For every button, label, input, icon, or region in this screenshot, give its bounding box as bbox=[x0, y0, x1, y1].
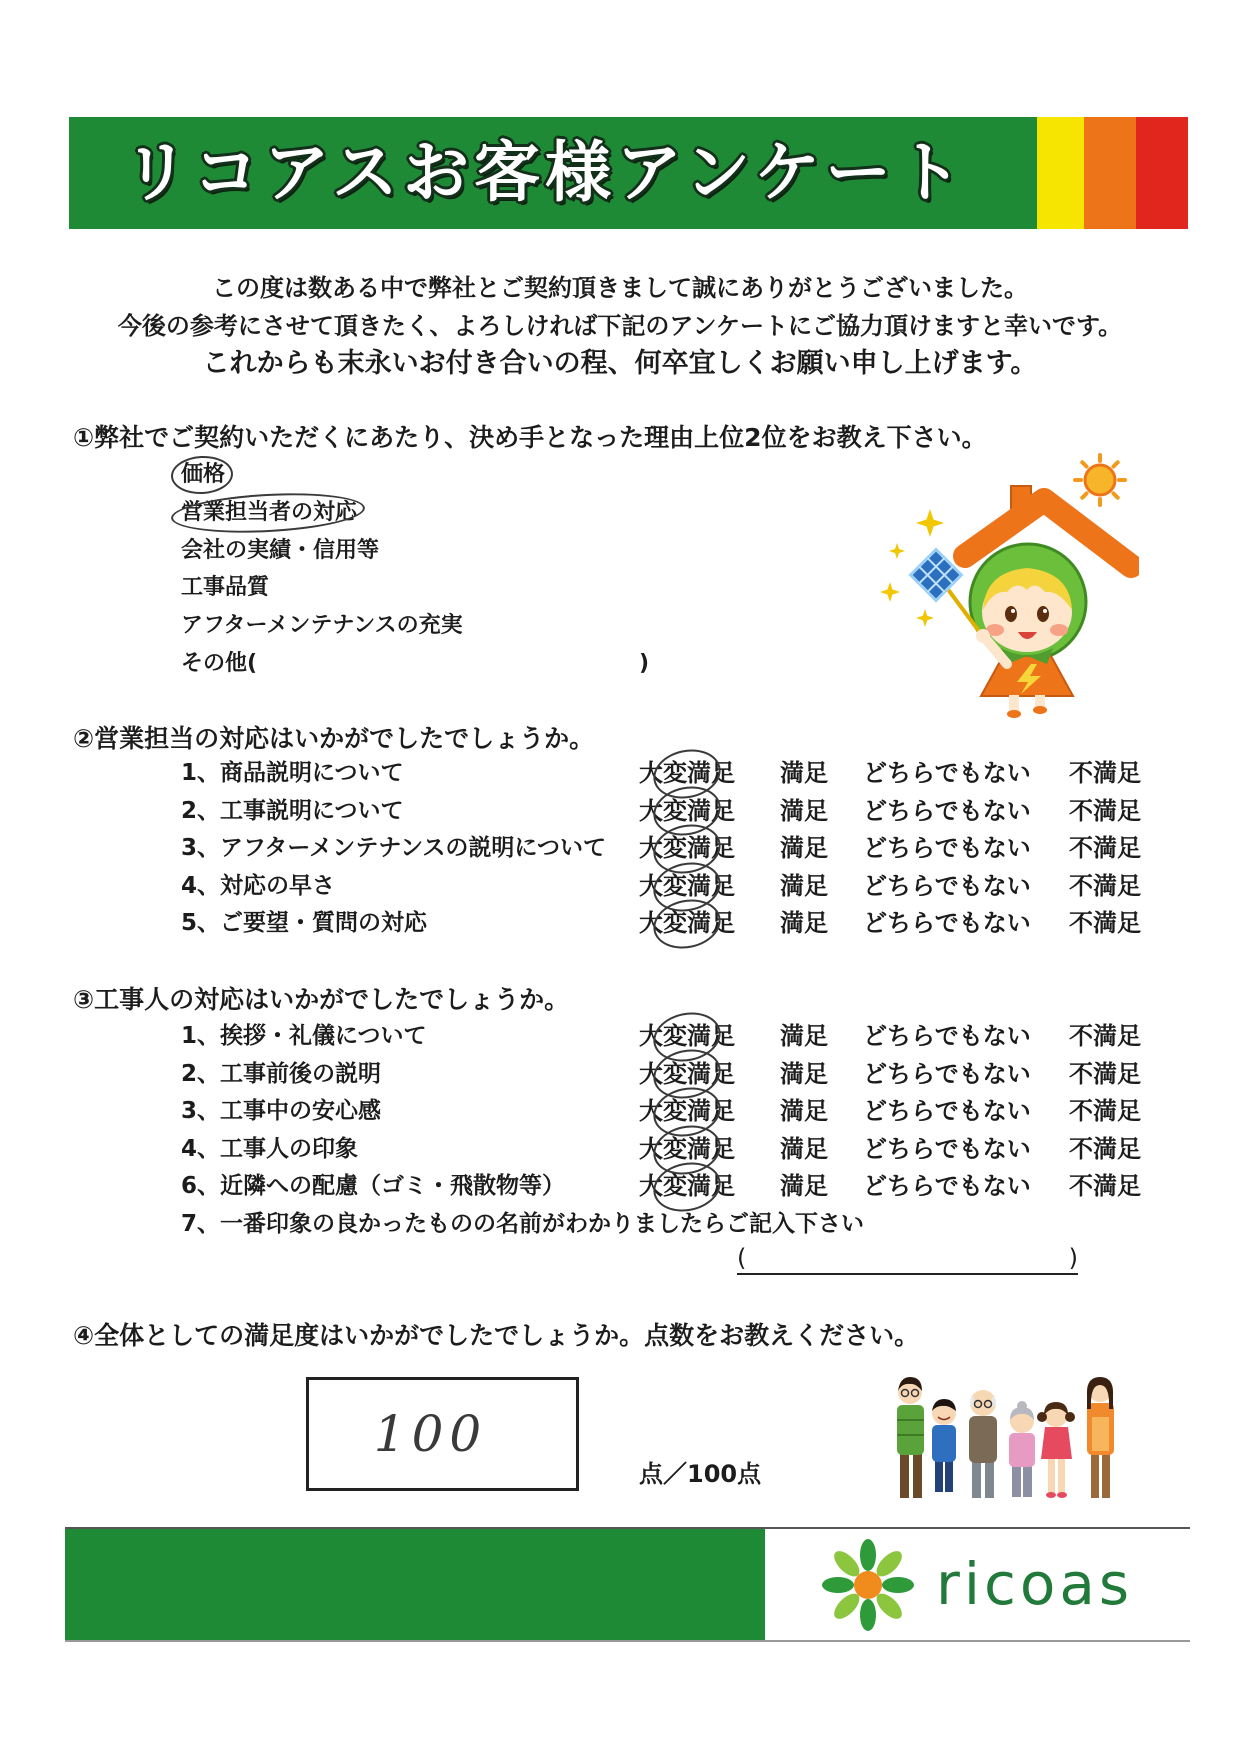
rating-dissatisfied: 不満足 bbox=[1069, 1172, 1141, 1201]
ricoas-logo-text: ricoas bbox=[936, 1550, 1134, 1618]
rating-dissatisfied: 不満足 bbox=[1069, 796, 1141, 825]
handwritten-score: 100 bbox=[373, 1405, 488, 1463]
mascot-illustration bbox=[877, 452, 1139, 720]
girl-figure bbox=[1037, 1402, 1075, 1498]
rating-dissatisfied: 不満足 bbox=[1069, 1134, 1141, 1163]
reason-option bbox=[181, 645, 881, 683]
header-red-stripe bbox=[1136, 117, 1188, 229]
question-row bbox=[0, 830, 1240, 868]
score-box bbox=[306, 1377, 579, 1491]
rating-very-satisfied: 大変満足 bbox=[639, 830, 735, 868]
rating-very-satisfied: 大変満足 bbox=[639, 868, 735, 906]
rating-very-satisfied: 大変満足 bbox=[639, 1056, 735, 1094]
question-row bbox=[0, 755, 1240, 793]
question-row bbox=[0, 793, 1240, 831]
question-label: 5、ご要望・質問の対応 bbox=[181, 910, 428, 937]
rating-neutral: どちらでもない bbox=[863, 1022, 1031, 1050]
reason-option bbox=[181, 456, 881, 494]
question-label: 4、対応の早さ bbox=[181, 872, 336, 899]
rating-satisfied: 満足 bbox=[780, 796, 828, 825]
question-2-heading: ②営業担当の対応はいかがでしたでしょうか。 bbox=[73, 724, 595, 753]
father-figure bbox=[897, 1377, 924, 1498]
staff-name-blank bbox=[737, 1243, 1078, 1275]
question-row bbox=[0, 1168, 1240, 1206]
open-paren: ( bbox=[737, 1244, 747, 1272]
header-orange-stripe bbox=[1084, 117, 1136, 229]
reason-option bbox=[181, 569, 881, 607]
handwritten-circle-mark bbox=[170, 454, 234, 495]
survey-title: リコアスお客様アンケート bbox=[123, 134, 968, 211]
question-3-heading: ③工事人の対応はいかがでしたでしょうか。 bbox=[73, 985, 570, 1014]
rating-satisfied: 満足 bbox=[780, 834, 828, 863]
staff-name-prompt: 7、一番印象の良かったものの名前がわかりましたらご記入下さい bbox=[181, 1211, 865, 1237]
question-label: 3、工事中の安心感 bbox=[181, 1098, 382, 1125]
rating-satisfied: 満足 bbox=[780, 1022, 828, 1050]
question-label: 6、近隣への配慮（ゴミ・飛散物等） bbox=[181, 1173, 566, 1200]
header-green-band bbox=[69, 117, 1037, 229]
score-suffix: 点／100点 bbox=[639, 1460, 762, 1488]
rating-dissatisfied: 不満足 bbox=[1069, 1097, 1141, 1126]
header-banner bbox=[69, 117, 1188, 229]
question-label: 2、工事前後の説明 bbox=[181, 1060, 382, 1087]
close-paren: ) bbox=[1068, 1244, 1078, 1272]
question-label: 4、工事人の印象 bbox=[181, 1135, 359, 1162]
rating-neutral: どちらでもない bbox=[863, 1097, 1031, 1126]
reason-option bbox=[181, 494, 881, 532]
rating-neutral: どちらでもない bbox=[863, 1134, 1031, 1163]
rating-neutral: どちらでもない bbox=[863, 1059, 1031, 1088]
question-row bbox=[0, 1018, 1240, 1056]
question-row bbox=[0, 905, 1240, 943]
boy-figure bbox=[932, 1399, 956, 1492]
intro-line: 今後の参考にさせて頂きたく、よろしければ下記のアンケートにご協力頂けますと幸いです。 bbox=[117, 312, 1123, 340]
question-row bbox=[0, 1056, 1240, 1094]
grandfather-figure bbox=[969, 1390, 997, 1498]
rating-satisfied: 満足 bbox=[780, 909, 828, 938]
rating-satisfied: 満足 bbox=[780, 871, 828, 900]
rating-very-satisfied: 大変満足 bbox=[639, 755, 735, 793]
other-close-paren: ) bbox=[639, 650, 650, 676]
rating-neutral: どちらでもない bbox=[863, 796, 1031, 825]
rating-neutral: どちらでもない bbox=[863, 909, 1031, 938]
contractor-rating-table bbox=[0, 1018, 1240, 1206]
question-label: 1、商品説明について bbox=[181, 760, 404, 786]
sales-rating-table bbox=[0, 755, 1240, 943]
reason-option-label: 会社の実績・信用等 bbox=[181, 537, 380, 563]
reason-options-list bbox=[181, 456, 881, 683]
question-row bbox=[0, 1131, 1240, 1169]
footer-green-band bbox=[65, 1529, 765, 1640]
reason-option bbox=[181, 607, 881, 645]
rating-satisfied: 満足 bbox=[780, 1059, 828, 1088]
rating-satisfied: 満足 bbox=[780, 1134, 828, 1163]
reason-option-label: 営業担当者の対応 bbox=[181, 494, 357, 532]
handwritten-circle-mark bbox=[170, 489, 366, 537]
question-label: 3、アフターメンテナンスの説明について bbox=[181, 835, 606, 862]
rating-dissatisfied: 不満足 bbox=[1069, 834, 1141, 863]
rating-very-satisfied: 大変満足 bbox=[639, 1168, 735, 1206]
rating-very-satisfied: 大変満足 bbox=[639, 793, 735, 831]
reason-option bbox=[181, 532, 881, 570]
question-label: 2、工事説明について bbox=[181, 797, 404, 824]
rating-very-satisfied: 大変満足 bbox=[639, 1131, 735, 1169]
reason-option-label: 工事品質 bbox=[181, 575, 270, 601]
rating-very-satisfied: 大変満足 bbox=[639, 1018, 735, 1056]
footer-bar bbox=[65, 1527, 1190, 1642]
reason-option-label: アフターメンテナンスの充実 bbox=[181, 613, 463, 639]
rating-dissatisfied: 不満足 bbox=[1069, 759, 1141, 787]
rating-dissatisfied: 不満足 bbox=[1069, 1022, 1141, 1050]
rating-satisfied: 満足 bbox=[780, 759, 828, 787]
reason-option-label: 価格 bbox=[181, 456, 225, 494]
mother-figure bbox=[1087, 1377, 1114, 1498]
rating-neutral: どちらでもない bbox=[863, 759, 1031, 787]
rating-satisfied: 満足 bbox=[780, 1172, 828, 1201]
header-yellow-stripe bbox=[1037, 117, 1084, 229]
rating-dissatisfied: 不満足 bbox=[1069, 1059, 1141, 1088]
question-4-heading: ④全体としての満足度はいかがでしたでしょうか。点数をお教えください。 bbox=[73, 1321, 920, 1350]
question-1-heading: ①弊社でご契約いただくにあたり、決め手となった理由上位2位をお教え下さい。 bbox=[73, 423, 987, 452]
rating-neutral: どちらでもない bbox=[863, 871, 1031, 900]
rating-satisfied: 満足 bbox=[780, 1097, 828, 1126]
reason-option-label: その他( bbox=[181, 650, 258, 676]
rating-neutral: どちらでもない bbox=[863, 1172, 1031, 1201]
question-label: 1、挨拶・礼儀について bbox=[181, 1023, 427, 1049]
sun-icon bbox=[1075, 455, 1125, 505]
rating-very-satisfied: 大変満足 bbox=[639, 1093, 735, 1131]
question-row bbox=[0, 868, 1240, 906]
grandmother-figure bbox=[1009, 1401, 1035, 1497]
flower-sun-icon bbox=[810, 1535, 927, 1635]
family-illustration bbox=[888, 1365, 1128, 1502]
question-row bbox=[0, 1093, 1240, 1131]
intro-line: この度は数ある中で弊社とご契約頂きまして誠にありがとうございました。 bbox=[212, 274, 1028, 302]
rating-very-satisfied: 大変満足 bbox=[639, 905, 735, 943]
rating-dissatisfied: 不満足 bbox=[1069, 909, 1141, 938]
intro-line: これからも末永いお付き合いの程、何卒宜しくお願い申し上げます。 bbox=[202, 348, 1038, 379]
rating-neutral: どちらでもない bbox=[863, 834, 1031, 863]
rating-dissatisfied: 不満足 bbox=[1069, 871, 1141, 900]
